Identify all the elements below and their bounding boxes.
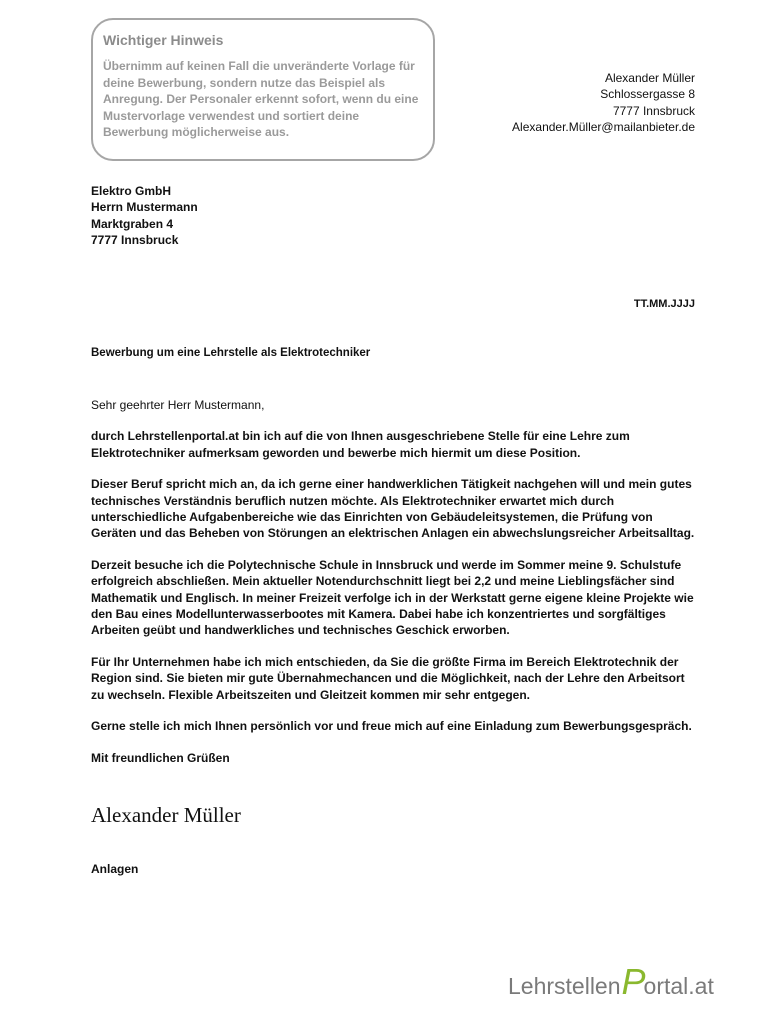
signature: Alexander Müller	[91, 803, 241, 827]
sender-name: Alexander Müller	[604, 71, 695, 85]
recipient-city: 7777 Innsbruck	[91, 233, 179, 248]
recipient-company: Elektro GmbH	[91, 184, 172, 198]
sender-address	[512, 70, 695, 136]
letter-date: TT.MM.JJJJ	[633, 298, 695, 310]
important-notice-box	[91, 18, 435, 161]
recipient-contact: Herrn Mustermann	[91, 200, 198, 215]
sender-street: Schlossergasse 8	[600, 87, 695, 102]
logo-text-part1: Lehrstellen	[508, 973, 621, 999]
notice-text: Übernimm auf keinen Fall die unveränderte Vorlage für deine Bewerbung, sondern nutze das Beispiel als Anregung. Der Personaler erkennt sofort, wenn du eine Mustervorlage verwendest und sortiert deine Bewerbung möglicherweise aus.	[103, 59, 419, 139]
paragraph-invitation: Gerne stelle ich mich Ihnen persönlich vor und freue mich auf eine Einladung zum Bewerbungsgespräch.	[91, 719, 692, 734]
closing: Mit freundlichen Grüßen	[91, 750, 230, 765]
lehrstellenportal-logo	[508, 958, 748, 1004]
sender-city: 7777 Innsbruck	[612, 103, 695, 118]
notice-title: Wichtiger Hinweis	[103, 32, 224, 48]
salutation: Sehr geehrter Herr Mustermann,	[91, 398, 265, 412]
logo-text-part3: ortal.at	[643, 973, 714, 999]
letter-subject: Bewerbung um eine Lehrstelle als Elektrotechniker	[91, 347, 371, 359]
paragraph-intro: durch Lehrstellenportal.at bin ich auf die von Ihnen ausgeschriebene Stelle für eine Lehre zum Elektrotechniker aufmerksam geworden und bewerbe mich hiermit um diese Position.	[91, 429, 630, 460]
paragraph-motivation: Dieser Beruf spricht mich an, da ich gerne einer handwerklichen Tätigkeit nachgehen will und mein gutes technisches Verständnis beruflich nutzen möchte. Als Elektrotechniker erwartet mich durch unterschiedliche Aufgabenbereiche wie das Einrichten von Gebäudeleitsystemen, die Prüfung von Geräten und das Beheben von Störungen an elektrischen Anlagen ein abwechslungsreicher Arbeitsalltag.	[91, 477, 695, 541]
paragraph-school: Derzeit besuche ich die Polytechnische Schule in Innsbruck und werde im Sommer meine 9. Schulstufe erfolgreich abschließen. Mein aktueller Notendurchschnitt liegt bei 2,2 und meine Lieblingsfächer sind Mathematik und Englisch. In meiner Freizeit verfolge ich in der Werkstatt gerne eigene kleine Projekte wie den Bau eines Modellunterwasserbootes mit Kamera. Dabei habe ich konzentriertes und sorgfältiges Arbeiten geübt und handwerkliches und technisches Geschick erworben.	[91, 557, 694, 638]
paragraph-company: Für Ihr Unternehmen habe ich mich entschieden, da Sie die größte Firma im Bereich Elektrotechnik der Region sind. Sie bieten mir gute Übernahmechancen und die Möglichkeit, nach der Lehre den Arbeitsort zu wechseln. Flexible Arbeitszeiten und Gleitzeit kommen mir sehr entgegen.	[91, 654, 685, 702]
logo-text-p: P	[621, 961, 646, 1002]
svg-text:LehrstellenPortal.at	[508, 961, 714, 1002]
letter-body	[91, 397, 701, 766]
recipient-street: Marktgraben 4	[91, 216, 174, 231]
sender-email: Alexander.Müller@mailanbieter.de	[512, 120, 695, 135]
recipient-address	[91, 183, 198, 249]
attachments-label: Anlagen	[91, 862, 139, 876]
